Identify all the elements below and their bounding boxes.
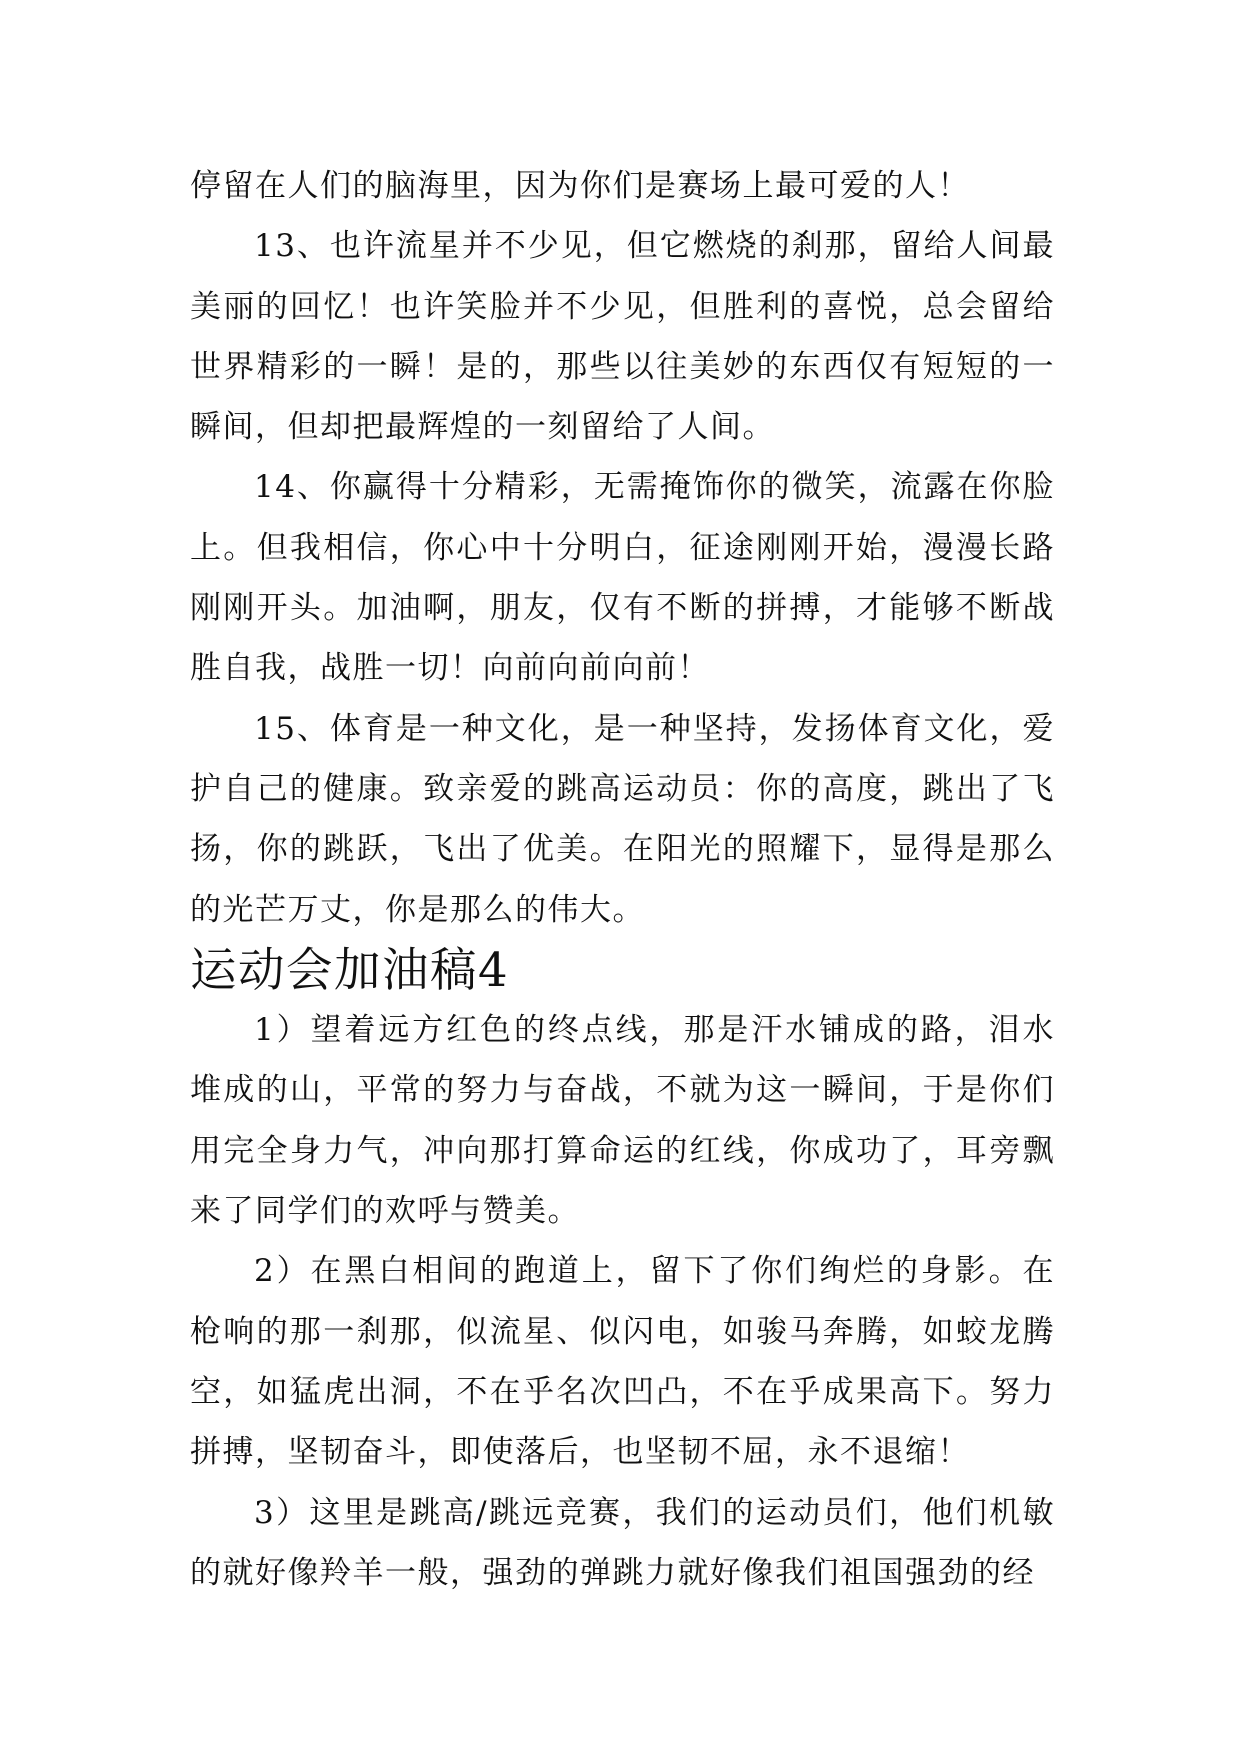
section-heading: 运动会加油稿4	[190, 942, 510, 997]
paragraph-item-13: 13、也许流星并不少见，但它燃烧的刹那，留给人间最美丽的回忆！也许笑脸并不少见，但胜利的喜悦，总会留给世界精彩的一瞬！是的，那些以往美妙的东西仅有短短的一瞬间，但却把最辉煌的一刻留给了人间。	[190, 228, 1055, 446]
paragraph-section-item-1: 1）望着远方红色的终点线，那是汗水铺成的路，泪水堆成的山，平常的努力与奋战，不就为这一瞬间，于是你们用完全身力气，冲向那打算命运的红线，你成功了，耳旁飘来了同学们的欢呼与赞美。	[190, 1012, 1055, 1230]
paragraph-section-item-3: 3）这里是跳高/跳远竞赛，我们的运动员们，他们机敏的就好像羚羊一般，强劲的弹跳力就好像我们祖国强劲的经	[190, 1494, 1055, 1591]
paragraph-section-item-2: 2）在黑白相间的跑道上，留下了你们绚烂的身影。在枪响的那一刹那，似流星、似闪电，如骏马奔腾，如蛟龙腾空，如猛虎出洞，不在乎名次凹凸，不在乎成果高下。努力拼搏，坚韧奋斗，即使落后，也坚韧不屈，永不退缩！	[190, 1253, 1055, 1471]
paragraph-item-14: 14、你赢得十分精彩，无需掩饰你的微笑，流露在你脸上。但我相信，你心中十分明白，征途刚刚开始，漫漫长路刚刚开头。加油啊，朋友，仅有不断的拼搏，才能够不断战胜自我，战胜一切！向前向前向前！	[190, 469, 1055, 687]
document-body	[190, 156, 1055, 1603]
paragraph-continuation: 停留在人们的脑海里，因为你们是赛场上最可爱的人！	[190, 168, 970, 204]
paragraph-item-15: 15、体育是一种文化，是一种坚持，发扬体育文化，爱护自己的健康。致亲爱的跳高运动员：你的高度，跳出了飞扬，你的跳跃，飞出了优美。在阳光的照耀下，显得是那么的光芒万丈，你是那么的伟大。	[190, 710, 1055, 928]
